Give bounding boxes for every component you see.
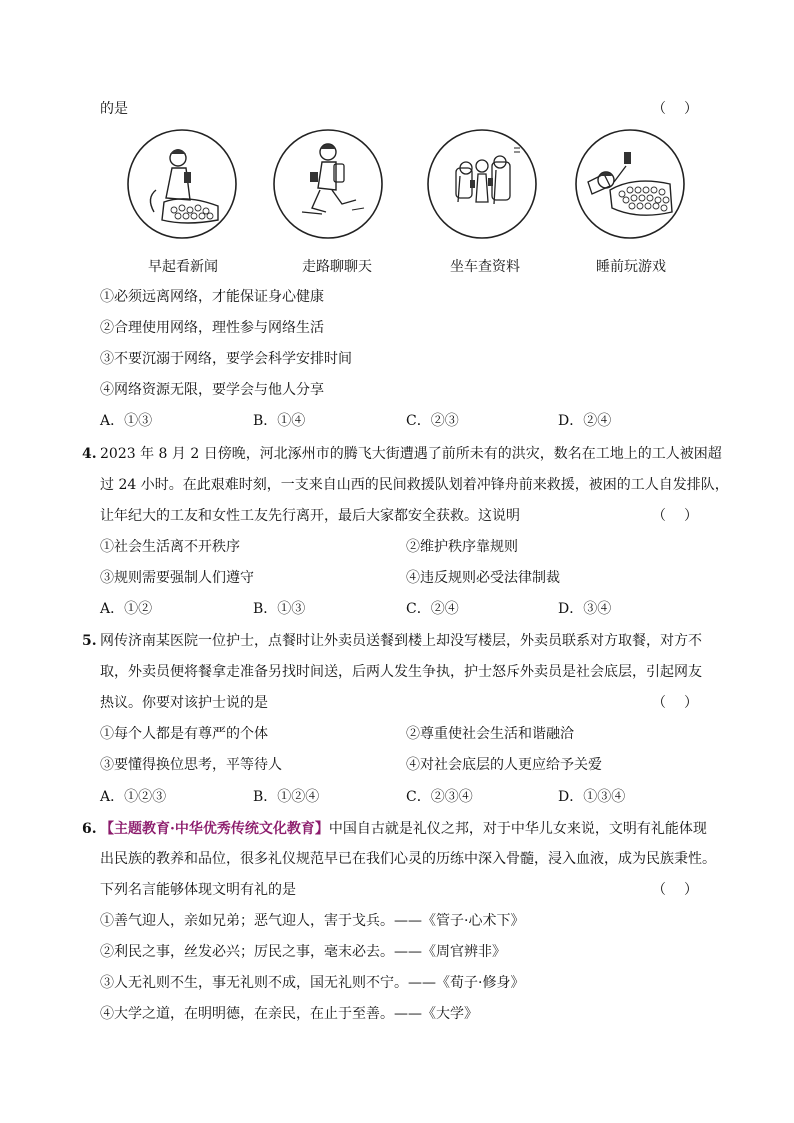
caption-3: 坐车查资料 [450, 259, 520, 275]
q4-line-3: 让年纪大的工友和女性工友先行离开，最后大家都安全获救。这说明 [100, 508, 520, 524]
q4-option-c: C．②④ [406, 601, 459, 617]
q4-statement-3: ③规则需要强制人们遵守 [100, 570, 254, 586]
q3-option-a: A．①③ [100, 413, 153, 429]
q5-line-3: 热议。你要对该护士说的是 [100, 695, 268, 711]
person-lying-in-bed-with-phone-icon [574, 128, 686, 240]
q4-statement-2: ②维护秩序靠规则 [406, 539, 518, 555]
q3-stem-tail: 的是 [100, 101, 128, 117]
q5-line-1: 网传济南某医院一位护士，点餐时让外卖员送餐到楼上却没写楼层，外卖员联系对方取餐，对方不 [100, 633, 702, 649]
q5-option-a: A．①②③ [100, 789, 167, 805]
q3-statement-2: ②合理使用网络，理性参与网络生活 [100, 320, 324, 336]
q4-number: 4. [82, 446, 97, 462]
q4-option-a: A．①② [100, 601, 153, 617]
q5-answer-bracket: （ ） [652, 695, 698, 711]
q6-statement-1: ①善气迎人，亲如兄弟；恶气迎人，害于戈兵。——《管子·心术下》 [100, 913, 525, 929]
q3-statement-4: ④网络资源无限，要学会与他人分享 [100, 382, 324, 398]
q4-option-b: B．①③ [253, 601, 306, 617]
person-walking-with-phone-icon [272, 128, 384, 240]
q5-statement-2: ②尊重使社会生活和谐融洽 [406, 726, 574, 742]
q5-line-2: 取，外卖员便将餐拿走准备另找时间送，后两人发生争执，护士怒斥外卖员是社会底层，引起网友 [100, 664, 702, 680]
q5-option-c: C．②③④ [406, 789, 473, 805]
q3-option-c: C．②③ [406, 413, 459, 429]
q6-line-1 [100, 819, 707, 839]
q6-answer-bracket: （ ） [652, 882, 698, 898]
q3-answer-bracket: （ ） [652, 101, 698, 117]
q6-line-2: 出民族的教养和品位，很多礼仪规范早已在我们心灵的历练中深入骨髓，浸入血液，成为民族秉性。 [100, 851, 716, 867]
person-reading-phone-in-bed-icon [126, 128, 238, 240]
q5-statement-1: ①每个人都是有尊严的个体 [100, 726, 268, 742]
q6-statement-3: ③人无礼则不生，事无礼则不成，国无礼则不宁。——《荀子·修身》 [100, 975, 525, 991]
q6-topic-tag: 【主题教育·中华优秀传统文化教育】 [100, 821, 329, 837]
q3-statement-1: ①必须远离网络，才能保证身心健康 [100, 289, 324, 305]
q4-answer-bracket: （ ） [652, 508, 698, 524]
caption-4: 睡前玩游戏 [596, 259, 666, 275]
caption-1: 早起看新闻 [148, 259, 218, 275]
q6-statement-2: ②利民之事，丝发必兴；厉民之事，毫末必去。——《周官辨非》 [100, 944, 506, 960]
q6-statement-4: ④大学之道，在明明德，在亲民，在止于至善。——《大学》 [100, 1006, 478, 1022]
q5-statement-3: ③要懂得换位思考，平等待人 [100, 757, 282, 773]
q4-line-2: 过 24 小时。在此艰难时刻，一支来自山西的民间救援队划着冲锋舟前来救援，被困的工人自发排队， [100, 477, 729, 493]
q3-statement-3: ③不要沉溺于网络，要学会科学安排时间 [100, 351, 352, 367]
caption-2: 走路聊聊天 [302, 259, 372, 275]
q6-line-3: 下列名言能够体现文明有礼的是 [100, 882, 296, 898]
people-on-bus-with-phones-icon [426, 128, 538, 240]
q5-option-d: D．①③④ [558, 789, 626, 805]
q4-option-d: D．③④ [558, 601, 612, 617]
q6-line-1-text: 中国自古就是礼仪之邦，对于中华儿女来说，文明有礼能体现 [328, 821, 707, 837]
q5-option-b: B．①②④ [253, 789, 320, 805]
q5-number: 5. [82, 633, 97, 649]
q3-option-b: B．①④ [253, 413, 306, 429]
q4-line-1: 2023 年 8 月 2 日傍晚，河北涿州市的腾飞大街遭遇了前所未有的洪灾，数名在工地上的工人被困超 [100, 446, 722, 462]
q3-option-d: D．②④ [558, 413, 612, 429]
q3-image-row [116, 128, 692, 248]
q5-statement-4: ④对社会底层的人更应给予关爱 [406, 757, 602, 773]
q4-statement-4: ④违反规则必受法律制裁 [406, 570, 560, 586]
q6-number: 6. [82, 821, 97, 837]
q4-statement-1: ①社会生活离不开秩序 [100, 539, 240, 555]
